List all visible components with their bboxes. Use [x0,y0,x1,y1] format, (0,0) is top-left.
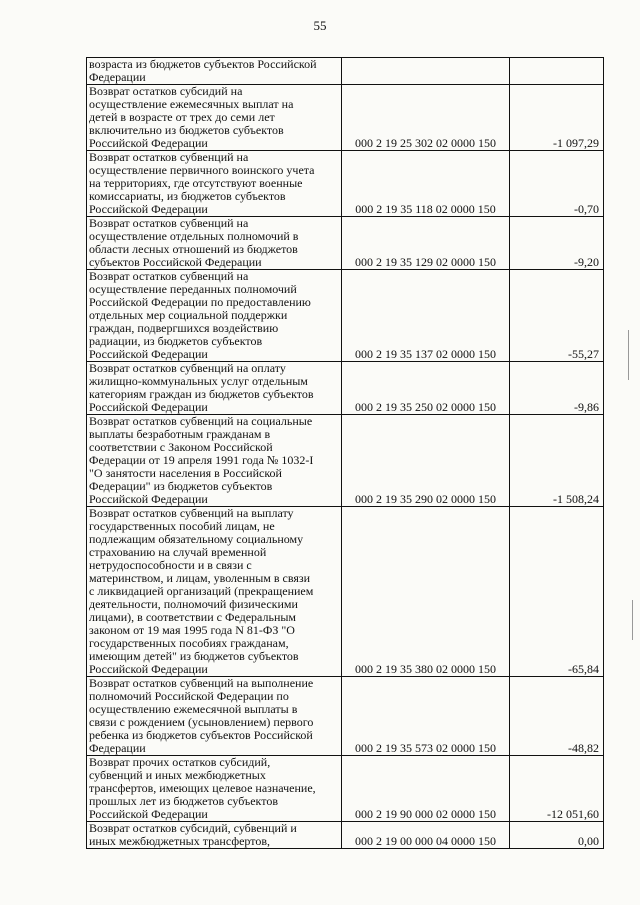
description-line: на территориях, где отсутствуют военные [89,177,303,190]
description-line: связи с рождением (усыновлением) первого [89,716,314,729]
budget-code: 000 2 19 25 302 02 0000 150 [342,85,510,151]
row-description [87,270,342,362]
description-line: осуществлению ежемесячной выплаты в [89,703,298,716]
description-line: подлежащим обязательному социальному [89,533,304,546]
row-description [87,58,342,85]
description-line: материнством, и лицам, уволенным в связи [89,572,311,585]
description-line: выплаты безработным гражданам в [89,428,271,441]
row-description [87,151,342,217]
budget-code: 000 2 19 35 290 02 0000 150 [342,415,510,507]
scan-edge-mark [628,330,629,380]
table-row [87,756,604,822]
description-line: Российской Федерации по предоставлению [89,296,311,309]
description-line: области лесных отношений из бюджетов [89,243,298,256]
description-line: Возврат остатков субсидий, субвенций и [89,822,297,835]
description-line: осуществление переданных полномочий [89,283,297,296]
description-line: Возврат остатков субвенций на выполнение [89,677,314,690]
description-line: полномочий Российской Федерации по [89,690,289,703]
description-line: Российской Федерации [89,348,208,361]
table-row [87,217,604,270]
description-line: Возврат остатков субвенций на [89,217,249,230]
budget-code: 000 2 19 35 137 02 0000 150 [342,270,510,362]
table-row [87,85,604,151]
row-description [87,415,342,507]
description-line: деятельности, полномочий физическими [89,598,298,611]
description-line: с ликвидацией организаций (прекращением [89,585,314,598]
description-line: государственных пособиях гражданам, [89,637,289,650]
budget-code [342,58,510,85]
table-row [87,151,604,217]
table-row [87,58,604,85]
description-line: возраста из бюджетов субъектов Российской [89,58,317,71]
description-line: трансфертов, имеющих целевое назначение, [89,782,316,795]
table-row [87,677,604,756]
description-line: осуществление отдельных полномочий в [89,230,299,243]
table-row [87,270,604,362]
scan-edge-mark [632,600,633,640]
page-number: 55 [313,18,327,33]
description-line: Российской Федерации [89,663,208,676]
description-line: Российской Федерации [89,137,208,150]
description-line: комиссариаты, из бюджетов субъектов [89,190,286,203]
description-line: Возврат остатков субвенций на социальные [89,415,313,428]
description-line: радиации, из бюджетов субъектов [89,335,263,348]
row-description [87,507,342,677]
description-line: включительно из бюджетов субъектов [89,124,284,137]
description-line: граждан, подвергшихся воздействию [89,322,279,335]
description-line: Российской Федерации [89,401,208,414]
table-row [87,415,604,507]
description-line: детей в возрасте от трех до семи лет [89,111,275,124]
description-line: Федерации [89,71,146,84]
amount [510,58,604,85]
amount: 0,00 [510,822,604,849]
amount: -9,86 [510,362,604,415]
row-description [87,756,342,822]
description-line: Федерации" из бюджетов субъектов [89,480,273,493]
description-line: субвенций и иных межбюджетных [89,769,266,782]
description-line: "О занятости населения в Российской [89,467,282,480]
amount: -65,84 [510,507,604,677]
description-line: соответствии с Законом Российской [89,441,273,454]
description-line: Федерации от 19 апреля 1991 года № 1032-I [89,454,314,467]
amount: -12 051,60 [510,756,604,822]
amount: -0,70 [510,151,604,217]
row-description [87,362,342,415]
amount: -9,20 [510,217,604,270]
description-line: категориям граждан из бюджетов субъектов [89,388,314,401]
description-line: Возврат прочих остатков субсидий, [89,756,271,769]
budget-table-body [87,58,604,849]
amount: -1 508,24 [510,415,604,507]
description-line: ребенка из бюджетов субъектов Российской [89,729,313,742]
table-row [87,362,604,415]
row-description [87,85,342,151]
description-line: Возврат остатков субвенций на оплату [89,362,286,375]
amount: -1 097,29 [510,85,604,151]
description-line: Российской Федерации [89,203,208,216]
description-line: нетрудоспособности и в связи с [89,559,252,572]
row-description [87,217,342,270]
amount: -55,27 [510,270,604,362]
description-line: имеющим детей" из бюджетов субъектов [89,650,299,663]
description-line: прошлых лет из бюджетов субъектов [89,795,278,808]
budget-code: 000 2 19 90 000 02 0000 150 [342,756,510,822]
table-row [87,507,604,677]
description-line: Возврат остатков субвенций на [89,270,249,283]
budget-code: 000 2 19 35 250 02 0000 150 [342,362,510,415]
description-line: иных межбюджетных трансфертов, [89,835,271,848]
description-line: государственных пособий лицам, не [89,520,275,533]
description-line: Федерации [89,742,146,755]
amount: -48,82 [510,677,604,756]
description-line: страхованию на случай временной [89,546,267,559]
description-line: субъектов Российской Федерации [89,256,262,269]
budget-code: 000 2 19 35 380 02 0000 150 [342,507,510,677]
budget-code: 000 2 19 35 118 02 0000 150 [342,151,510,217]
description-line: Возврат остатков субвенций на выплату [89,507,294,520]
budget-code: 000 2 19 35 129 02 0000 150 [342,217,510,270]
row-description [87,677,342,756]
budget-code: 000 2 19 00 000 04 0000 150 [342,822,510,849]
description-line: Возврат остатков субсидий на [89,85,243,98]
description-line: Российской Федерации [89,808,208,821]
description-line: Возврат остатков субвенций на [89,151,249,164]
description-line: отдельных мер социальной поддержки [89,309,288,322]
description-line: жилищно-коммунальных услуг отдельным [89,375,308,388]
description-line: Российской Федерации [89,493,208,506]
description-line: законом от 19 мая 1995 года N 81-ФЗ "О [89,624,295,637]
description-line: осуществление ежемесячных выплат на [89,98,294,111]
budget-code: 000 2 19 35 573 02 0000 150 [342,677,510,756]
table-row [87,822,604,849]
row-description [87,822,342,849]
budget-table [86,57,604,849]
description-line: лицами), в соответствии с Федеральным [89,611,297,624]
description-line: осуществление первичного воинского учета [89,164,315,177]
